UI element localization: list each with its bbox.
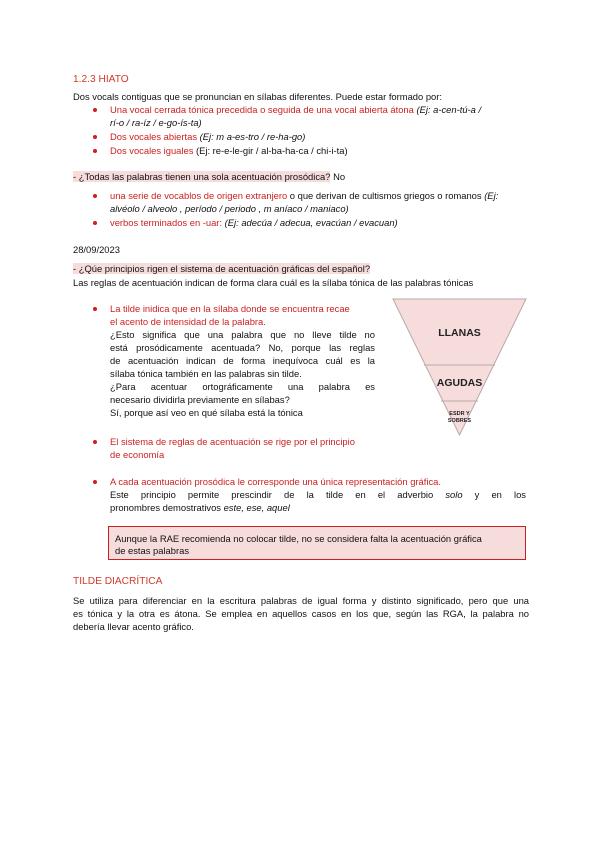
principle-3-line1: A cada acentuación prosódica le corresponde una única representación gráfica. bbox=[110, 476, 441, 487]
bullet-icon bbox=[93, 307, 97, 311]
principle-1-line1: La tilde inidica que en la sílaba donde se encuentra recae bbox=[110, 303, 350, 314]
bullet-icon bbox=[93, 480, 97, 484]
hiato-item-2: Dos vocales abiertas (Ej: m a-es-tro / re-ha-go) bbox=[110, 131, 306, 142]
principle-2-line1: El sistema de reglas de acentuación se rige por el principio bbox=[110, 436, 355, 447]
question-principles: - ¿Qúe principios rigen el sistema de acentuación gráficas del español? bbox=[73, 263, 371, 274]
bullet-icon bbox=[93, 149, 97, 153]
tilde-paragraph: Se utiliza para diferenciar en la escritura palabras de igual forma y distinto significado, pero que una es tónica y la otra es átona. Se emplea en aquellos casos en los que, según las RGA, la palabra no debería llevar acento gráfico. bbox=[73, 595, 529, 632]
bullet-icon bbox=[93, 194, 97, 198]
principle-1-body: ¿Esto significa que una palabra que no lleve tilde no está prosódicamente acentuada? No, porque las reglas de acentuación indican de forma inequívoca cuál es la sílaba tónica también en las palabras sin tilde. ¿Para acentuar ortográficamente una palabra es necesario dividirla previamente en sílabas? Sí, porque así veo en qué sílaba está la tónica bbox=[110, 329, 375, 418]
principle-1-line2: el acento de intensidad de la palabra. bbox=[110, 316, 266, 327]
hiato-item-1-example: rí-o / ra-íz / e-go-ís-ta) bbox=[110, 117, 202, 128]
bullet-icon bbox=[93, 108, 97, 112]
question-prosodic: - ¿Todas las palabras tienen una sola acentuación prosódica? No bbox=[73, 171, 346, 182]
accent-pyramid-diagram bbox=[392, 298, 527, 436]
bullet-icon bbox=[93, 135, 97, 139]
principle-3-body-line1: Este principio permite prescindir de la tilde en el adverbio solo y en los bbox=[110, 489, 526, 500]
hiato-item-3: Dos vocales iguales (Ej: re-e-le-gir / al-ba-ha-ca / chi-i-ta) bbox=[110, 145, 348, 156]
question1-item-1-example: alvéolo / alveolo , período / periodo , m aníaco / maniaco) bbox=[110, 203, 349, 214]
bullet-icon bbox=[93, 440, 97, 444]
pyramid-label-sobres: SOBRES bbox=[447, 418, 472, 424]
pyramid-label-agudas: AGUDAS bbox=[436, 377, 483, 389]
question1-item-1: una serie de vocablos de origen extranjero o que derivan de cultismos griegos o romanos (Ej: bbox=[110, 190, 499, 201]
section-title-tilde: TILDE DIACRÍTICA bbox=[73, 576, 163, 587]
principle-2-line2: de economía bbox=[110, 449, 165, 460]
note-callout: Aunque la RAE recomienda no colocar tilde, no se considera falta la acentuación gráfica de estas palabras bbox=[108, 526, 526, 560]
hiato-intro: Dos vocals contiguas que se pronuncian en sílabas diferentes. Puede estar formado por: bbox=[73, 91, 442, 102]
bullet-icon bbox=[93, 221, 97, 225]
question1-item-2: verbos terminados en -uar: (Ej: adecúa / adecua, evacúan / evacuan) bbox=[110, 217, 398, 228]
principle-3-body-line2: pronombres demostrativos este, ese, aquel bbox=[110, 502, 290, 513]
date-label: 28/09/2023 bbox=[73, 244, 120, 255]
pyramid-label-esdr: ESDR Y bbox=[449, 411, 470, 417]
hiato-item-1: Una vocal cerrada tónica precedida o seguida de una vocal abierta átona (Ej: a-cen-tú-a / bbox=[110, 104, 482, 115]
pyramid-label-llanas: LLANAS bbox=[438, 327, 481, 339]
question2-answer: Las reglas de acentuación indican de forma clara cuál es la sílaba tónica de las palabras tónicas bbox=[73, 277, 474, 288]
section-title-hiato: 1.2.3 HIATO bbox=[73, 74, 129, 85]
